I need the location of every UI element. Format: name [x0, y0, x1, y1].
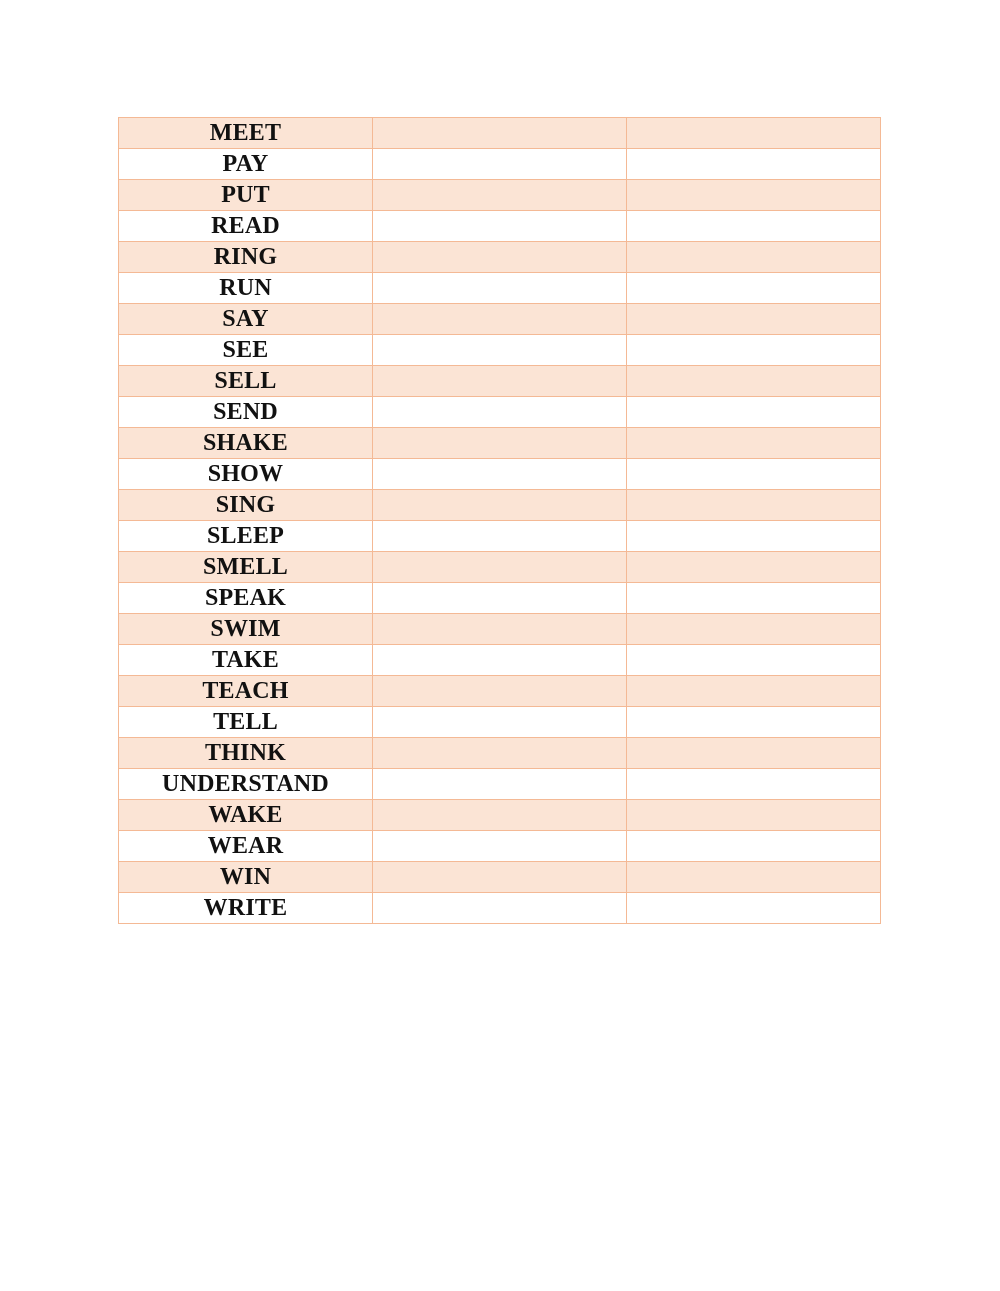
answer-cell-past[interactable]	[373, 397, 627, 428]
answer-cell-participle[interactable]	[627, 211, 881, 242]
verb-cell: WAKE	[119, 800, 373, 831]
answer-cell-past[interactable]	[373, 335, 627, 366]
answer-cell-participle[interactable]	[627, 490, 881, 521]
table-row	[119, 676, 881, 707]
answer-cell-participle[interactable]	[627, 180, 881, 211]
answer-cell-participle[interactable]	[627, 242, 881, 273]
answer-cell-participle[interactable]	[627, 552, 881, 583]
table-row	[119, 707, 881, 738]
table-row	[119, 459, 881, 490]
answer-cell-past[interactable]	[373, 831, 627, 862]
answer-cell-past[interactable]	[373, 552, 627, 583]
verb-cell: PUT	[119, 180, 373, 211]
verb-cell: MEET	[119, 118, 373, 149]
table-row	[119, 490, 881, 521]
verb-cell: UNDERSTAND	[119, 769, 373, 800]
table-row	[119, 800, 881, 831]
verb-cell: SEND	[119, 397, 373, 428]
answer-cell-participle[interactable]	[627, 738, 881, 769]
answer-cell-past[interactable]	[373, 180, 627, 211]
answer-cell-past[interactable]	[373, 583, 627, 614]
verb-cell: SHOW	[119, 459, 373, 490]
table-row	[119, 614, 881, 645]
verb-cell: TAKE	[119, 645, 373, 676]
table-row	[119, 645, 881, 676]
answer-cell-past[interactable]	[373, 738, 627, 769]
answer-cell-past[interactable]	[373, 149, 627, 180]
verb-table-body	[119, 118, 881, 924]
verb-cell: SPEAK	[119, 583, 373, 614]
table-row	[119, 521, 881, 552]
answer-cell-participle[interactable]	[627, 149, 881, 180]
verb-cell: READ	[119, 211, 373, 242]
table-row	[119, 335, 881, 366]
answer-cell-participle[interactable]	[627, 459, 881, 490]
table-row	[119, 118, 881, 149]
verb-cell: SAY	[119, 304, 373, 335]
verb-cell: SHAKE	[119, 428, 373, 459]
answer-cell-participle[interactable]	[627, 583, 881, 614]
table-row	[119, 862, 881, 893]
answer-cell-past[interactable]	[373, 490, 627, 521]
verb-cell: TELL	[119, 707, 373, 738]
answer-cell-participle[interactable]	[627, 676, 881, 707]
answer-cell-past[interactable]	[373, 304, 627, 335]
answer-cell-past[interactable]	[373, 273, 627, 304]
answer-cell-participle[interactable]	[627, 273, 881, 304]
answer-cell-participle[interactable]	[627, 769, 881, 800]
answer-cell-participle[interactable]	[627, 366, 881, 397]
answer-cell-participle[interactable]	[627, 428, 881, 459]
answer-cell-participle[interactable]	[627, 862, 881, 893]
table-row	[119, 366, 881, 397]
verb-table	[118, 117, 881, 924]
answer-cell-past[interactable]	[373, 769, 627, 800]
answer-cell-past[interactable]	[373, 428, 627, 459]
table-row	[119, 738, 881, 769]
table-row	[119, 273, 881, 304]
answer-cell-participle[interactable]	[627, 614, 881, 645]
table-row	[119, 180, 881, 211]
answer-cell-past[interactable]	[373, 521, 627, 552]
answer-cell-past[interactable]	[373, 118, 627, 149]
answer-cell-past[interactable]	[373, 676, 627, 707]
verb-cell: RING	[119, 242, 373, 273]
table-row	[119, 242, 881, 273]
verb-cell: SWIM	[119, 614, 373, 645]
answer-cell-past[interactable]	[373, 242, 627, 273]
answer-cell-past[interactable]	[373, 366, 627, 397]
table-row	[119, 149, 881, 180]
verb-cell: SLEEP	[119, 521, 373, 552]
verb-cell: SMELL	[119, 552, 373, 583]
table-row	[119, 583, 881, 614]
verb-cell: RUN	[119, 273, 373, 304]
answer-cell-participle[interactable]	[627, 707, 881, 738]
answer-cell-participle[interactable]	[627, 335, 881, 366]
verb-cell: WEAR	[119, 831, 373, 862]
answer-cell-past[interactable]	[373, 707, 627, 738]
table-row	[119, 304, 881, 335]
answer-cell-past[interactable]	[373, 862, 627, 893]
answer-cell-participle[interactable]	[627, 304, 881, 335]
verb-cell: SING	[119, 490, 373, 521]
table-row	[119, 211, 881, 242]
answer-cell-past[interactable]	[373, 800, 627, 831]
answer-cell-participle[interactable]	[627, 831, 881, 862]
answer-cell-participle[interactable]	[627, 893, 881, 924]
table-row	[119, 769, 881, 800]
answer-cell-past[interactable]	[373, 459, 627, 490]
table-row	[119, 428, 881, 459]
verb-cell: WRITE	[119, 893, 373, 924]
answer-cell-past[interactable]	[373, 645, 627, 676]
answer-cell-past[interactable]	[373, 614, 627, 645]
answer-cell-past[interactable]	[373, 893, 627, 924]
verb-cell: SELL	[119, 366, 373, 397]
answer-cell-past[interactable]	[373, 211, 627, 242]
table-row	[119, 552, 881, 583]
answer-cell-participle[interactable]	[627, 118, 881, 149]
verb-cell: WIN	[119, 862, 373, 893]
answer-cell-participle[interactable]	[627, 521, 881, 552]
table-row	[119, 831, 881, 862]
verb-cell: THINK	[119, 738, 373, 769]
table-row	[119, 893, 881, 924]
verb-cell: PAY	[119, 149, 373, 180]
verb-cell: SEE	[119, 335, 373, 366]
answer-cell-participle[interactable]	[627, 645, 881, 676]
table-row	[119, 397, 881, 428]
verb-cell: TEACH	[119, 676, 373, 707]
answer-cell-participle[interactable]	[627, 800, 881, 831]
answer-cell-participle[interactable]	[627, 397, 881, 428]
